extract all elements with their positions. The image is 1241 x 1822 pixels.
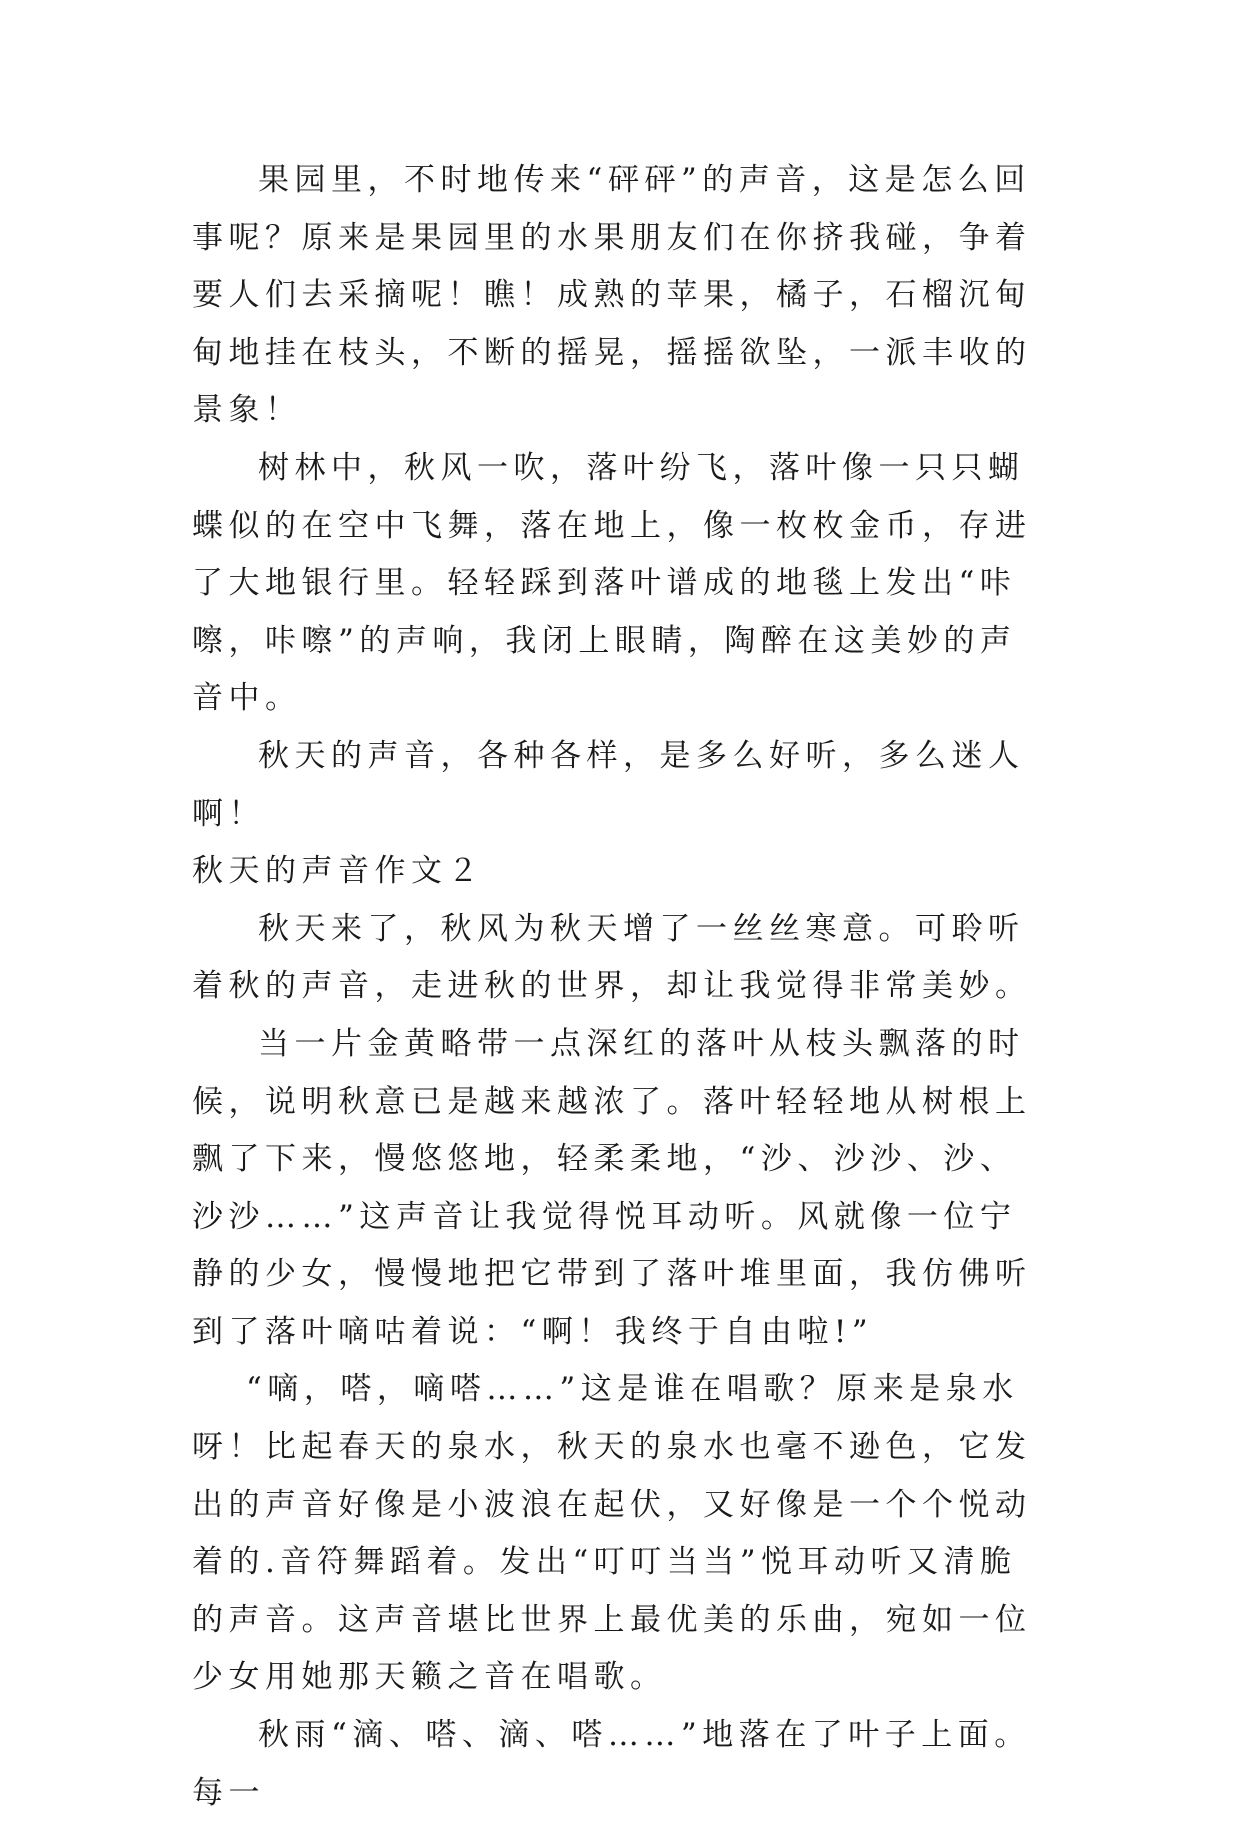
paragraph-forest: 树林中，秋风一吹，落叶纷飞，落叶像一只只蝴蝶似的在空中飞舞，落在地上，像一枚枚金币，存进了大地银行里。轻轻踩到落叶谱成的地毯上发出“咔嚓，咔嚓”的声响，我闭上眼睛，陶醉在这美妙的声音中。 (192, 449, 1032, 717)
paragraph-falling-leaves: 当一片金黄略带一点深红的落叶从枝头飘落的时候，说明秋意已是越来越浓了。落叶轻轻地从树根上飘了下来，慢悠悠地，轻柔柔地，“沙、沙沙、沙、沙沙……”这声音让我觉得悦耳动听。风就像一位宁静的少女，慢慢地把它带到了落叶堆里面，我仿佛听到了落叶嘀咕着说：“啊！我终于自由啦!” (192, 1025, 1032, 1350)
essay-heading: 秋天的声音作文２ (192, 853, 484, 890)
paragraph-autumn-arrives: 秋天来了，秋风为秋天增了一丝丝寒意。可聆听着秋的声音，走进秋的世界，却让我觉得非常美妙。 (192, 910, 1032, 1005)
paragraph-spring-water: “嘀，嗒，嘀嗒……”这是谁在唱歌？原来是泉水呀！比起春天的泉水，秋天的泉水也毫不逊色，它发出的声音好像是小波浪在起伏，又好像是一个个悦动着的.音符舞蹈着。发出“叮叮当当”悦耳动听又清脆的声音。这声音堪比世界上最优美的乐曲，宛如一位少女用她那天籁之音在唱歌。 (192, 1371, 1032, 1696)
paragraph-conclusion: 秋天的声音，各种各样，是多么好听，多么迷人啊！ (192, 737, 1025, 832)
paragraph-autumn-rain: 秋雨“滴、嗒、滴、嗒……”地落在了叶子上面。每一 (192, 1717, 1031, 1811)
essay-body (192, 152, 1052, 1822)
paragraph-orchard: 果园里，不时地传来“砰砰”的声音，这是怎么回事呢？原来是果园里的水果朋友们在你挤我碰，争着要人们去采摘呢！瞧！成熟的苹果，橘子，石榴沉甸甸地挂在枝头，不断的摇晃，摇摇欲坠，一派丰收的景象！ (192, 162, 1032, 429)
